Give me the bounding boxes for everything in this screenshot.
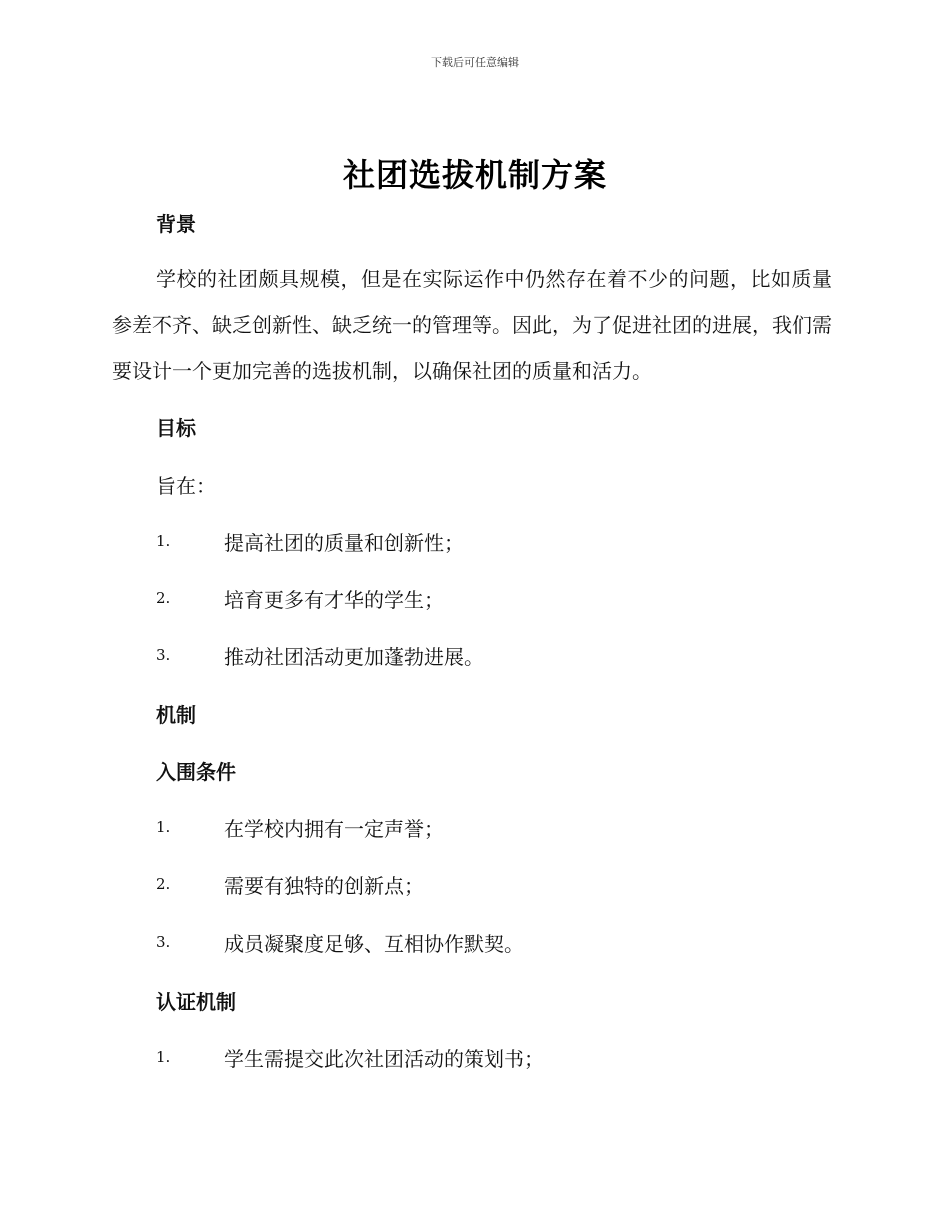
- list-number: 1.: [156, 818, 171, 836]
- list-item: [156, 641, 856, 671]
- list-item: [156, 584, 856, 614]
- list-number: 2.: [156, 875, 171, 893]
- heading-entry-conditions: 入围条件: [156, 760, 236, 784]
- list-number: 1.: [156, 1048, 171, 1066]
- list-item: [156, 928, 856, 958]
- list-text: 提高社团的质量和创新性；: [224, 531, 464, 555]
- list-item: [156, 527, 856, 557]
- list-text: 培育更多有才华的学生；: [224, 588, 444, 612]
- document-title: 社团选拔机制方案: [342, 156, 607, 194]
- list-text: 成员凝聚度足够、互相协作默契。: [224, 932, 524, 956]
- list-number: 1.: [156, 532, 171, 550]
- list-text: 在学校内拥有一定声誉；: [224, 817, 444, 841]
- heading-mechanism: 机制: [156, 703, 196, 727]
- list-text: 需要有独特的创新点；: [224, 874, 424, 898]
- heading-certification: 认证机制: [156, 990, 236, 1014]
- list-item: [156, 1043, 856, 1073]
- heading-goals: 目标: [156, 416, 196, 440]
- list-number: 3.: [156, 646, 171, 664]
- list-number: 2.: [156, 589, 171, 607]
- list-number: 3.: [156, 933, 171, 951]
- background-paragraph: 学校的社团颇具规模，但是在实际运作中仍然存在着不少的问题，比如质量参差不齐、缺乏创新性、缺乏统一的管理等。因此，为了促进社团的进展，我们需要设计一个更加完善的选拔机制，以确保社团的质量和活力。: [112, 267, 832, 383]
- list-item: [156, 813, 856, 843]
- heading-background: 背景: [156, 212, 196, 236]
- list-text: 推动社团活动更加蓬勃进展。: [224, 645, 484, 669]
- list-text: 学生需提交此次社团活动的策划书；: [224, 1047, 544, 1071]
- goals-lead: 旨在：: [156, 474, 216, 498]
- header-note: 下载后可任意编辑: [431, 56, 519, 69]
- list-item: [156, 870, 856, 900]
